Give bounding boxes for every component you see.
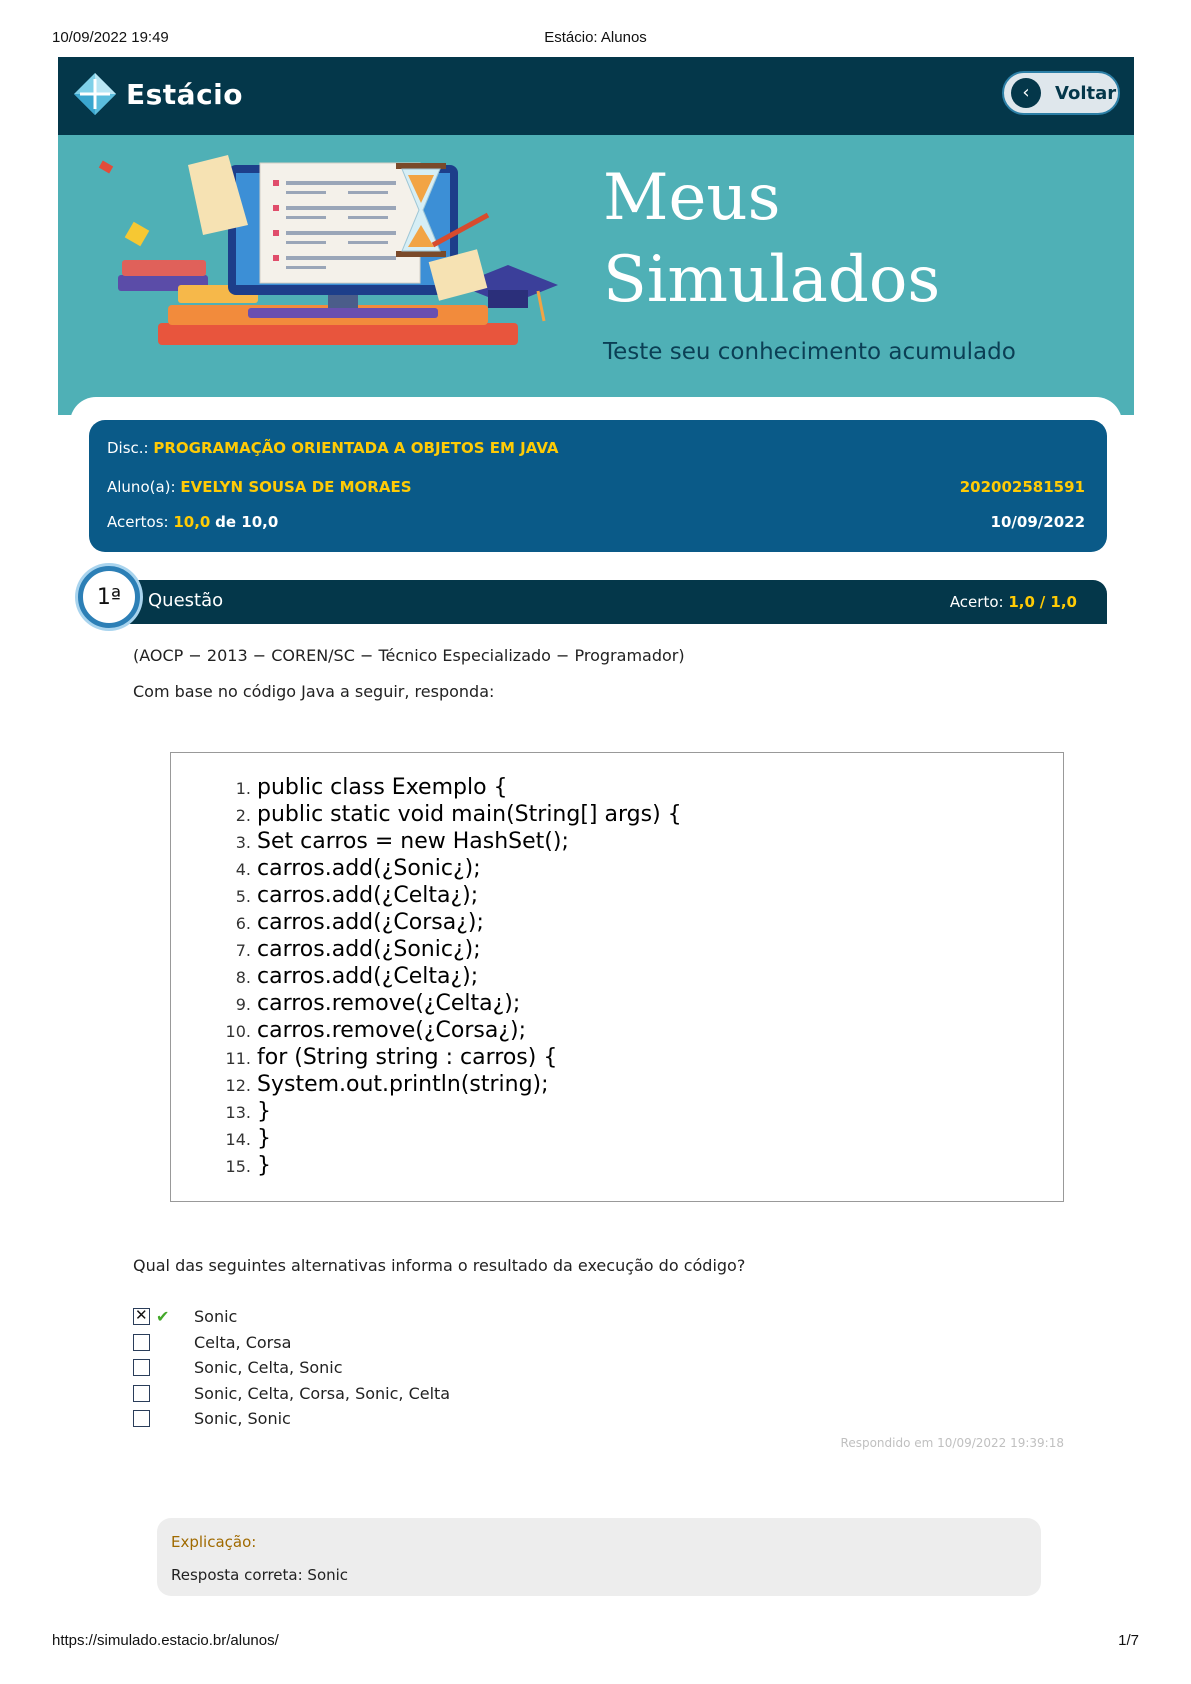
question-score-total: / 1,0 [1039,593,1077,611]
option-checkbox[interactable] [133,1410,150,1427]
code-line [201,775,682,802]
student-name: EVELYN SOUSA DE MORAES [180,478,412,496]
code-line-text: carros.add(¿Sonic¿); [257,937,481,962]
estacio-logo-icon [72,71,118,117]
question-ask: Qual das seguintes alternativas informa o resultado da execução do código? [133,1256,746,1275]
code-line [201,883,682,910]
code-line-text: } [257,1126,271,1151]
print-datetime: 10/09/2022 19:49 [52,29,169,46]
explanation-title: Explicação: [171,1533,257,1551]
question-prompt: Com base no código Java a seguir, responda: [133,682,495,701]
print-header [52,29,1139,46]
explanation-box [157,1518,1041,1596]
code-line-number: 2. [235,806,251,825]
code-line [201,829,682,856]
code-line [201,1045,682,1072]
option-checkbox[interactable] [133,1385,150,1402]
chevron-left-icon: ‹ [1011,78,1041,108]
explanation-body: Resposta correta: Sonic [171,1566,349,1584]
code-line-number: 8. [235,968,251,987]
option-checkbox[interactable] [133,1308,150,1325]
code-line-text: } [257,1099,271,1124]
score-row [107,513,1085,531]
option-checkbox[interactable] [133,1334,150,1351]
code-line-number: 14. [225,1130,251,1149]
code-line-number: 15. [225,1157,251,1176]
answer-option[interactable] [133,1304,450,1330]
hero-illustration [78,145,578,405]
code-line-number: 7. [235,941,251,960]
code-line-text: carros.remove(¿Corsa¿); [257,1018,526,1043]
print-url: https://simulado.estacio.br/alunos/ [52,1632,279,1649]
code-line [201,991,682,1018]
exam-info-card [89,420,1107,552]
code-line [201,937,682,964]
discipline-label: Disc.: [107,439,149,457]
question-source: (AOCP − 2013 − COREN/SC − Técnico Especializado − Programador) [133,646,685,665]
option-label: Sonic [194,1307,238,1327]
exam-date: 10/09/2022 [990,513,1085,531]
answer-option[interactable] [133,1406,450,1432]
code-line-number: 9. [235,995,251,1014]
code-line-number: 11. [225,1049,251,1068]
code-line-text: carros.add(¿Sonic¿); [257,856,481,881]
question-score-label: Acerto: [949,593,1004,611]
option-label: Sonic, Celta, Corsa, Sonic, Celta [194,1383,451,1403]
code-block [170,752,1064,1202]
code-line [201,1018,682,1045]
code-line-text: carros.add(¿Corsa¿); [257,910,484,935]
option-label: Celta, Corsa [194,1332,292,1352]
brand-logo[interactable] [72,71,243,117]
code-line-text: carros.add(¿Celta¿); [257,883,479,908]
code-line-text: public class Exemplo { [257,775,508,800]
option-label: Sonic, Celta, Sonic [194,1358,343,1378]
question-score [950,593,1077,611]
option-label: Sonic, Sonic [194,1409,291,1429]
code-line [201,964,682,991]
print-footer [52,1632,1139,1649]
code-line-number: 13. [225,1103,251,1122]
score-total: de 10,0 [215,513,279,531]
code-line [201,802,682,829]
score-value: 10,0 [173,513,211,531]
code-line-number: 1. [235,779,251,798]
back-button-label: Voltar [1055,82,1117,104]
print-page-title: Estácio: Alunos [544,29,647,46]
hero-title-line1: Meus [603,161,781,235]
brand-name: Estácio [126,77,244,111]
code-line-text: Set carros = new HashSet(); [257,829,569,854]
hero-title [603,157,940,321]
code-line-number: 12. [225,1076,251,1095]
code-line-text: for (String string : carros) { [257,1045,558,1070]
discipline-value: PROGRAMAÇÃO ORIENTADA A OBJETOS EM JAVA [153,439,559,457]
code-line-text: public static void main(String[] args) { [257,802,682,827]
hero-subtitle: Teste seu conhecimento acumulado [603,339,1016,365]
student-label: Aluno(a): [107,478,176,496]
code-line-number: 10. [225,1022,251,1041]
check-icon: ✔ [156,1307,170,1327]
discipline-row [107,439,1085,457]
code-line [201,1072,682,1099]
code-line-number: 4. [235,860,251,879]
code-line [201,910,682,937]
top-bar [58,57,1134,135]
code-line-text: } [257,1153,271,1178]
answer-options [133,1304,450,1432]
option-checkbox[interactable] [133,1359,150,1376]
hero-banner [58,135,1134,415]
student-id: 202002581591 [959,478,1085,496]
code-line-number: 3. [235,833,251,852]
answer-option[interactable] [133,1330,450,1356]
answer-option[interactable] [133,1381,450,1407]
answered-timestamp: Respondido em 10/09/2022 19:39:18 [840,1436,1064,1450]
code-line-text: carros.remove(¿Celta¿); [257,991,521,1016]
question-score-value: 1,0 [1008,593,1035,611]
question-number-badge: 1ª [78,566,140,628]
back-button[interactable] [1002,71,1120,115]
score-label: Acertos: [107,513,169,531]
code-line-number: 5. [235,887,251,906]
code-line [201,1099,682,1126]
print-page-number: 1/7 [1118,1632,1139,1649]
answer-option[interactable] [133,1355,450,1381]
code-lines [201,775,682,1180]
student-row [107,478,1085,496]
question-title: Questão [148,590,224,611]
hero-divider [70,397,1122,415]
code-line-number: 6. [235,914,251,933]
code-line-text: carros.add(¿Celta¿); [257,964,479,989]
question-header [120,580,1107,624]
code-line [201,1126,682,1153]
code-line-text: System.out.println(string); [257,1072,549,1097]
hero-title-line2: Simulados [603,243,941,317]
code-line [201,856,682,883]
code-line [201,1153,682,1180]
